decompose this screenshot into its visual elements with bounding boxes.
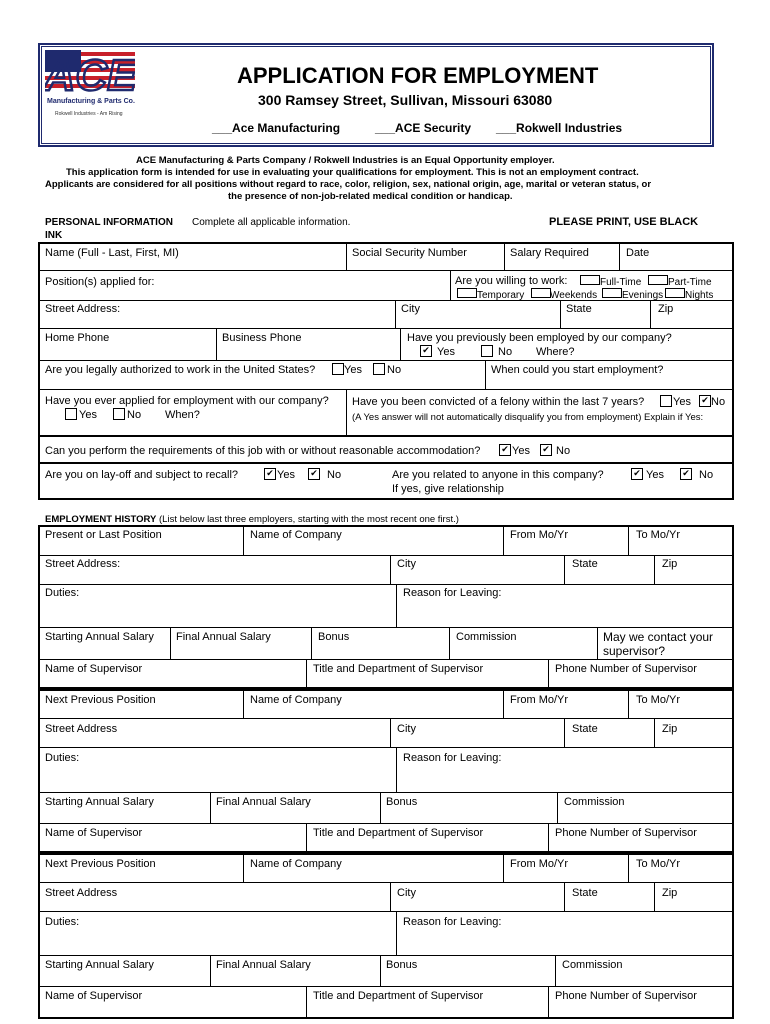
label-auth-no: No xyxy=(387,364,402,376)
label-zip: Zip xyxy=(658,303,674,315)
e3-start-salary: Starting Annual Salary xyxy=(45,959,154,971)
label-city: City xyxy=(401,303,420,315)
e2-phone-sup: Phone Number of Supervisor xyxy=(555,827,697,839)
e3-street: Street Address xyxy=(45,887,118,899)
employment-note: (List below last three employers, starting with the most recent one first.) xyxy=(159,514,459,525)
prev-employed-yes-checkbox[interactable]: ✔ xyxy=(420,345,432,357)
e1-final-salary: Final Annual Salary xyxy=(176,631,271,643)
label-authorized: Are you legally authorized to work in the United States? xyxy=(45,364,316,376)
related-yes-checkbox[interactable]: ✔ xyxy=(631,468,643,480)
ink-note: INK xyxy=(45,230,63,241)
e1-commission: Commission xyxy=(456,631,517,643)
label-requirements: Can you perform the requirements of this job with or without reasonable accommodation? xyxy=(45,445,481,457)
e1-title-dept: Title and Department of Supervisor xyxy=(313,663,484,675)
e3-phone-sup: Phone Number of Supervisor xyxy=(555,990,697,1002)
e3-duties: Duties: xyxy=(45,916,80,928)
label-prev-no: No xyxy=(498,346,513,358)
label-applied-when: When? xyxy=(165,409,200,421)
weekends-checkbox[interactable] xyxy=(531,288,551,298)
personal-heading: PERSONAL INFORMATION xyxy=(45,217,173,228)
logo-text: ACE xyxy=(45,51,135,100)
e1-position: Present or Last Position xyxy=(45,529,162,541)
e1-company: Name of Company xyxy=(250,529,342,541)
e1-start-salary: Starting Annual Salary xyxy=(45,631,154,643)
felony-no-checkbox[interactable]: ✔ xyxy=(699,395,711,407)
personal-instructions: Complete all applicable information. xyxy=(192,217,351,228)
label-previously-employed: Have you previously been employed by our company? xyxy=(407,332,672,344)
parttime-checkbox[interactable] xyxy=(648,275,668,285)
label-business-phone: Business Phone xyxy=(222,332,302,344)
e1-duties: Duties: xyxy=(45,587,80,599)
label-street-address: Street Address: xyxy=(45,303,121,315)
e3-bonus: Bonus xyxy=(386,959,418,971)
e1-street: Street Address: xyxy=(45,558,121,570)
e1-bonus: Bonus xyxy=(318,631,350,643)
employment-heading: EMPLOYMENT HISTORY xyxy=(45,514,157,525)
label-layoff-yes: Yes xyxy=(277,469,295,481)
e2-state: State xyxy=(572,723,598,735)
applied-no-checkbox[interactable] xyxy=(113,408,125,420)
label-full-time: Full-Time xyxy=(600,277,642,288)
e1-supervisor: Name of Supervisor xyxy=(45,663,143,675)
label-date: Date xyxy=(626,247,650,259)
evenings-checkbox[interactable] xyxy=(602,288,622,298)
e2-start-salary: Starting Annual Salary xyxy=(45,796,154,808)
label-felony-yes: Yes xyxy=(673,396,691,408)
label-home-phone: Home Phone xyxy=(45,332,110,344)
e2-duties: Duties: xyxy=(45,752,80,764)
nights-checkbox[interactable] xyxy=(665,288,685,298)
logo-tagline: Rokwell Industries - Am Rising xyxy=(55,111,123,117)
e1-zip: Zip xyxy=(662,558,678,570)
label-layoff-no: No xyxy=(327,469,342,481)
eeo-line-3: Applicants are considered for all positions without regard to race, color, religion, sex, national origin, age, marital or veteran status, or xyxy=(45,179,652,190)
company-option-ace: ___Ace Manufacturing xyxy=(212,121,341,135)
eeo-line-1: ACE Manufacturing & Parts Company / Rokwell Industries is an Equal Opportunity employer. xyxy=(136,155,555,166)
label-layoff: Are you on lay-off and subject to recall? xyxy=(45,469,239,481)
e2-title-dept: Title and Department of Supervisor xyxy=(313,827,484,839)
e2-commission: Commission xyxy=(564,796,625,808)
label-applied-no: No xyxy=(127,409,142,421)
applied-yes-checkbox[interactable] xyxy=(65,408,77,420)
e1-contact: May we contact your xyxy=(603,630,714,644)
e2-city: City xyxy=(397,723,416,735)
label-relationship: If yes, give relationship xyxy=(392,483,504,495)
label-ssn: Social Security Number xyxy=(352,247,467,259)
e2-final-salary: Final Annual Salary xyxy=(216,796,311,808)
label-applied-yes: Yes xyxy=(79,409,97,421)
label-related-yes: Yes xyxy=(646,469,664,481)
e1-city: City xyxy=(397,558,416,570)
e3-position: Next Previous Position xyxy=(45,858,156,870)
e3-state: State xyxy=(572,887,598,899)
e2-to: To Mo/Yr xyxy=(636,694,681,706)
label-felony-no: No xyxy=(711,396,726,408)
e2-from: From Mo/Yr xyxy=(510,694,569,706)
e2-street: Street Address xyxy=(45,723,118,735)
e1-to: To Mo/Yr xyxy=(636,529,681,541)
e2-zip: Zip xyxy=(662,723,678,735)
e2-bonus: Bonus xyxy=(386,796,418,808)
layoff-yes-checkbox[interactable]: ✔ xyxy=(264,468,276,480)
label-prev-yes: Yes xyxy=(437,346,455,358)
label-start-date: When could you start employment? xyxy=(491,364,664,376)
fulltime-checkbox[interactable] xyxy=(580,275,600,285)
related-no-checkbox[interactable]: ✔ xyxy=(680,468,692,480)
label-evenings: Evenings xyxy=(622,290,664,301)
e3-commission: Commission xyxy=(562,959,623,971)
label-related: Are you related to anyone in this company? xyxy=(392,469,604,481)
e2-supervisor: Name of Supervisor xyxy=(45,827,143,839)
company-option-rokwell: ___Rokwell Industries xyxy=(496,121,623,135)
label-where: Where? xyxy=(536,346,575,358)
print-note: PLEASE PRINT, USE BLACK xyxy=(549,216,699,228)
felony-yes-checkbox[interactable] xyxy=(660,395,672,407)
requirements-yes-checkbox[interactable]: ✔ xyxy=(499,444,511,456)
eeo-line-2: This application form is intended for use in evaluating your qualifications for employment. This is not an employment contract. xyxy=(66,167,639,178)
label-req-no: No xyxy=(556,445,571,457)
company-address: 300 Ramsey Street, Sullivan, Missouri 63080 xyxy=(258,92,553,108)
e3-supervisor: Name of Supervisor xyxy=(45,990,143,1002)
prev-employed-no-checkbox[interactable] xyxy=(481,345,493,357)
eeo-line-4: the presence of non-job-related medical condition or handicap. xyxy=(228,191,513,202)
label-full-name: Name (Full - Last, First, MI) xyxy=(45,247,179,259)
e3-city: City xyxy=(397,887,416,899)
label-auth-yes: Yes xyxy=(344,364,362,376)
label-req-yes: Yes xyxy=(512,445,530,457)
e3-zip: Zip xyxy=(662,887,678,899)
e3-to: To Mo/Yr xyxy=(636,858,681,870)
label-salary-required: Salary Required xyxy=(510,247,589,259)
label-temporary: Temporary xyxy=(477,290,525,301)
e1-phone-sup: Phone Number of Supervisor xyxy=(555,663,697,675)
authorized-no-checkbox[interactable] xyxy=(373,363,385,375)
e2-company: Name of Company xyxy=(250,694,342,706)
felony-note: (A Yes answer will not automatically disqualify you from employment) Explain if Yes: xyxy=(352,412,704,423)
label-part-time: Part-Time xyxy=(668,277,712,288)
label-weekends: Weekends xyxy=(550,290,598,301)
layoff-no-checkbox[interactable]: ✔ xyxy=(308,468,320,480)
label-willing-to-work: Are you willing to work: xyxy=(455,275,568,287)
e3-company: Name of Company xyxy=(250,858,342,870)
label-applied-before: Have you ever applied for employment with our company? xyxy=(45,395,329,407)
page-title: APPLICATION FOR EMPLOYMENT xyxy=(237,63,599,88)
e1-reason: Reason for Leaving: xyxy=(403,587,502,599)
label-felony: Have you been convicted of a felony within the last 7 years? xyxy=(352,396,645,408)
requirements-no-checkbox[interactable]: ✔ xyxy=(540,444,552,456)
logo-subtitle: Manufacturing & Parts Co. xyxy=(47,98,135,105)
authorized-yes-checkbox[interactable] xyxy=(332,363,344,375)
e2-position: Next Previous Position xyxy=(45,694,156,706)
e3-reason: Reason for Leaving: xyxy=(403,916,502,928)
e2-reason: Reason for Leaving: xyxy=(403,752,502,764)
label-position-applied: Position(s) applied for: xyxy=(45,276,155,288)
label-related-no: No xyxy=(699,469,714,481)
label-state: State xyxy=(566,303,592,315)
e1-from: From Mo/Yr xyxy=(510,529,569,541)
label-nights: Nights xyxy=(685,290,714,301)
e3-final-salary: Final Annual Salary xyxy=(216,959,311,971)
e1-contact-2: supervisor? xyxy=(603,644,666,658)
e1-state: State xyxy=(572,558,598,570)
e3-from: From Mo/Yr xyxy=(510,858,569,870)
temporary-checkbox[interactable] xyxy=(457,288,477,298)
company-option-security: ___ACE Security xyxy=(375,121,472,135)
e3-title-dept: Title and Department of Supervisor xyxy=(313,990,484,1002)
